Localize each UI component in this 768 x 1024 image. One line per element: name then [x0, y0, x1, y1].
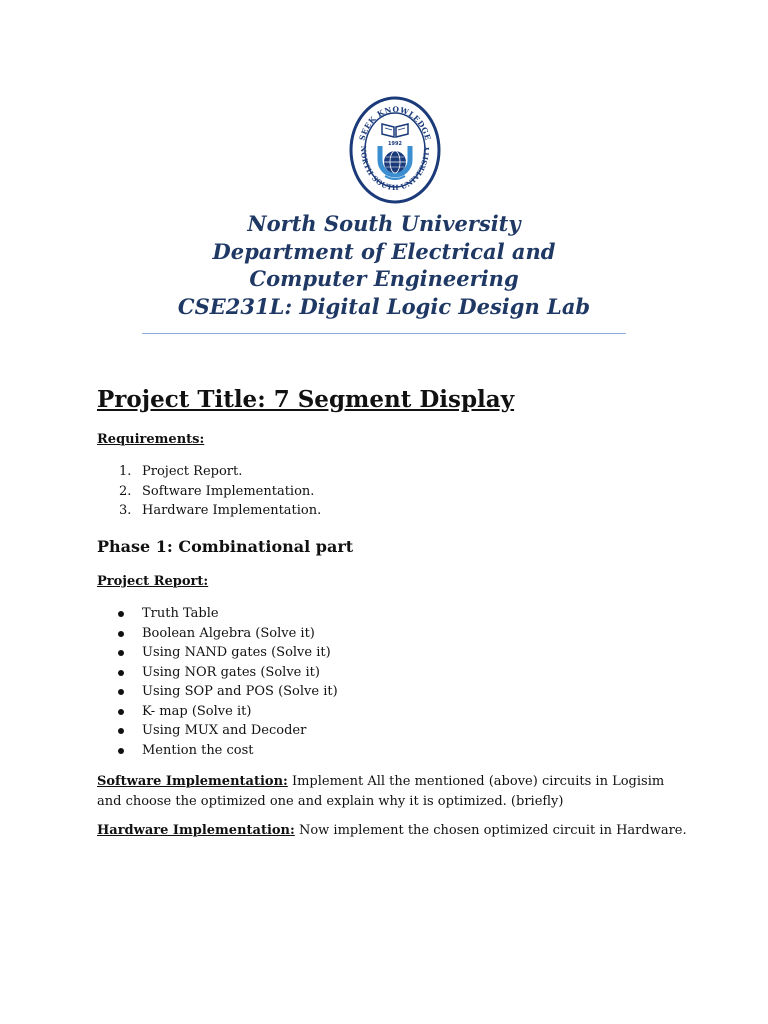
list-item-text: Truth Table — [142, 606, 219, 621]
seal-top-text: SEEK KNOWLEDGE — [357, 104, 433, 142]
document-heading — [0, 210, 768, 320]
seal-year: 1992 — [388, 141, 402, 147]
software-implementation-text: Implement All the mentioned (above) circuits in Logisim and choose the optimized one and explain why it is optimized. (briefly) — [97, 774, 665, 809]
bullet-icon — [118, 670, 124, 676]
hardware-implementation-text: Now implement the chosen optimized circuit in Hardware. — [294, 823, 687, 838]
list-item-text: Using MUX and Decoder — [142, 723, 307, 738]
list-number: 3. — [119, 503, 132, 518]
hardware-implementation-label: Hardware Implementation: — [97, 823, 295, 838]
project-title: Project Title: 7 Segment Display — [97, 386, 515, 413]
bullet-icon — [118, 728, 124, 734]
list-item-text: Using NOR gates (Solve it) — [142, 664, 320, 680]
list-item-text: Project Report. — [142, 464, 243, 479]
list-item-text: Using NAND gates (Solve it) — [142, 645, 331, 660]
bullet-icon — [118, 709, 124, 715]
course-title: CSE231L: Digital Logic Design Lab — [177, 293, 591, 319]
department-line-1: Department of Electrical and — [212, 238, 556, 264]
university-seal-logo — [349, 96, 441, 204]
list-item-text: Using SOP and POS (Solve it) — [142, 684, 338, 699]
list-item-text: K- map (Solve it) — [142, 703, 252, 719]
bullet-icon — [118, 689, 124, 695]
list-item-text: Hardware Implementation. — [142, 503, 322, 518]
list-number: 2. — [119, 483, 132, 499]
bullet-icon — [118, 650, 124, 656]
phase-1-heading: Phase 1: Combinational part — [97, 537, 354, 556]
bullet-icon — [118, 611, 124, 617]
software-implementation-label: Software Implementation: — [97, 774, 288, 789]
hardware-implementation-paragraph — [97, 821, 687, 841]
university-name: North South University — [247, 211, 521, 236]
list-item-text: Boolean Algebra (Solve it) — [142, 625, 315, 641]
bullet-icon — [118, 748, 124, 754]
software-implementation-paragraph — [97, 772, 687, 811]
seal-bottom-text: NORTH SOUTH UNIVERSITY — [358, 145, 432, 193]
requirements-label: Requirements: — [97, 432, 205, 447]
list-item-text: Mention the cost — [142, 742, 254, 758]
bullet-icon — [118, 631, 124, 637]
list-number: 1. — [119, 464, 132, 479]
heading-divider — [142, 333, 626, 334]
project-report-label: Project Report: — [97, 574, 209, 589]
department-line-2: Computer Engineering — [249, 266, 519, 291]
list-item-text: Software Implementation. — [142, 483, 315, 499]
